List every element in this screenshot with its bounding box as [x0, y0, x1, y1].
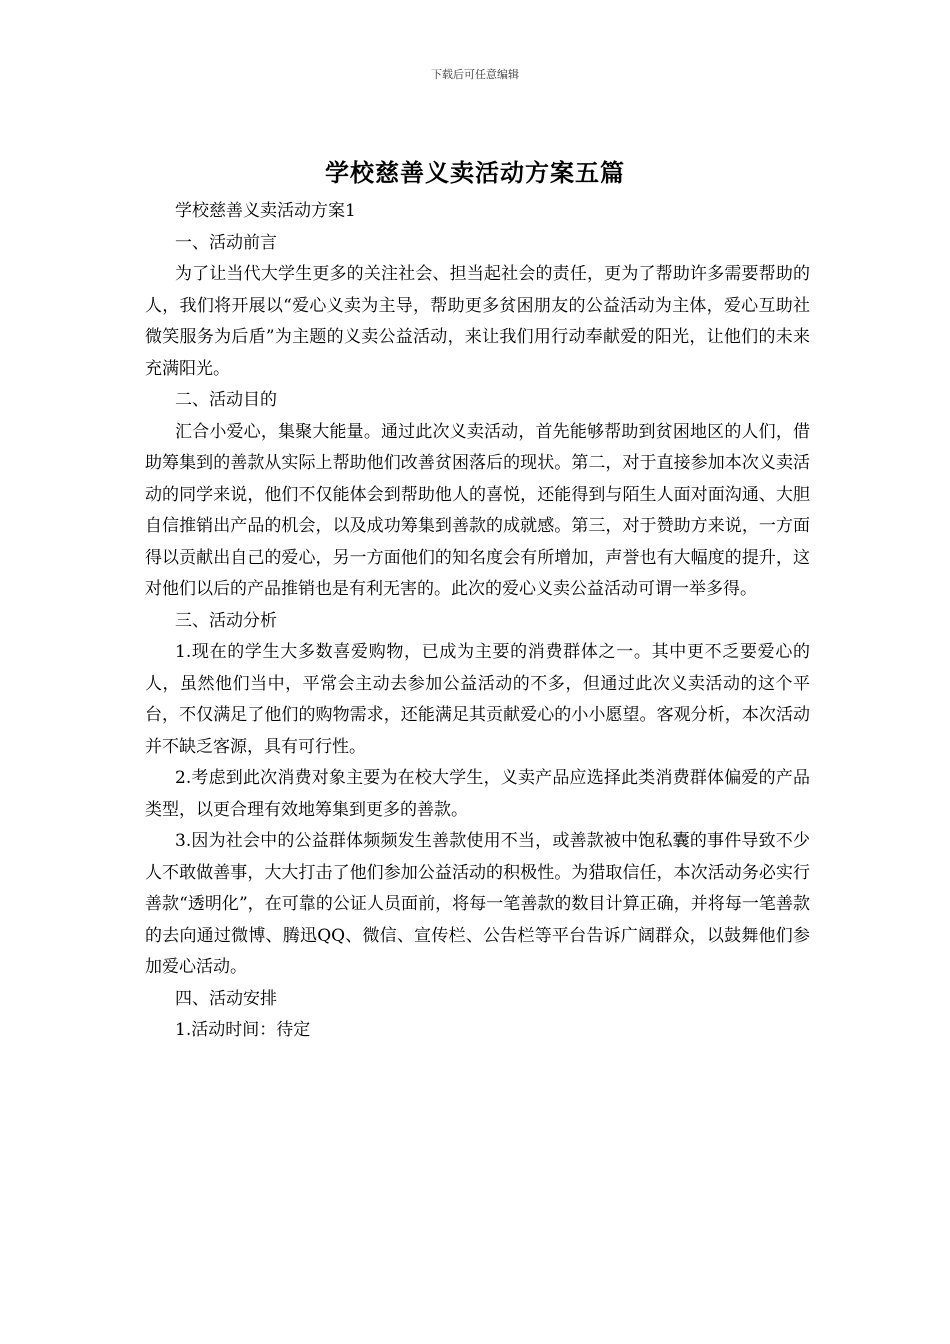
heading-analysis: 三、活动分析 [175, 610, 277, 631]
paragraph-analysis-1: 1.现在的学生大多数喜爱购物，已成为主要的消费群体之一。其中更不乏要爱心的人，虽然他们当中，平常会主动去参加公益活动的不多，但通过此次义卖活动的这个平台，不仅满足了他们的购物需求，还能满足其贡献爱心的小小愿望。客观分析，本次活动并不缺乏客源，具有可行性。 [145, 642, 810, 757]
paragraph-preface: 为了让当代大学生更多的关注社会、担当起社会的责任，更为了帮助许多需要帮助的人，我们将开展以“爱心义卖为主导，帮助更多贫困朋友的公益活动为主体，爱心互助社微笑服务为后盾”为主题的义卖公益活动，来让我们用行动奉献爱的阳光，让他们的未来充满阳光。 [145, 264, 810, 379]
heading-purpose: 二、活动目的 [175, 390, 277, 410]
section-subtitle: 学校慈善义卖活动方案1 [175, 201, 356, 221]
document-title: 学校慈善义卖活动方案五篇 [325, 159, 625, 187]
paragraph-purpose: 汇合小爱心，集聚大能量。通过此次义卖活动，首先能够帮助到贫困地区的人们，借助筹集到的善款从实际上帮助他们改善贫困落后的现状。第二，对于直接参加本次义卖活动的同学来说，他们不仅能体会到帮助他人的喜悦，还能得到与陌生人面对面沟通、大胆自信推销出产品的机会，以及成功筹集到善款的成就感。第三，对于赞助方来说，一方面得以贡献出自己的爱心，另一方面他们的知名度会有所增加，声誉也有大幅度的提升，这对他们以后的产品推销也是有利无害的。此次的爱心义卖公益活动可谓一举多得。 [145, 421, 810, 599]
heading-arrangement: 四、活动安排 [175, 988, 277, 1009]
paragraph-analysis-3: 3.因为社会中的公益群体频频发生善款使用不当，或善款被中饱私囊的事件导致不少人不敢做善事，大大打击了他们参加公益活动的积极性。为猎取信任，本次活动务必实行善款“透明化”，在可靠的公证人员面前，将每一笔善款的数目计算正确，并将每一笔善款的去向通过微博、腾迅QQ、微信、宣传栏、公告栏等平台告诉广阔群众，以鼓舞他们参加爱心活动。 [145, 831, 810, 977]
document-body [145, 196, 810, 1047]
paragraph-analysis-2: 2.考虑到此次消费对象主要为在校大学生，义卖产品应选择此类消费群体偏爱的产品类型，以更合理有效地筹集到更多的善款。 [145, 768, 810, 820]
paragraph-arrangement-1: 1.活动时间：待定 [175, 1020, 311, 1040]
header-note: 下载后可任意编辑 [431, 68, 519, 81]
heading-preface: 一、活动前言 [175, 232, 277, 253]
